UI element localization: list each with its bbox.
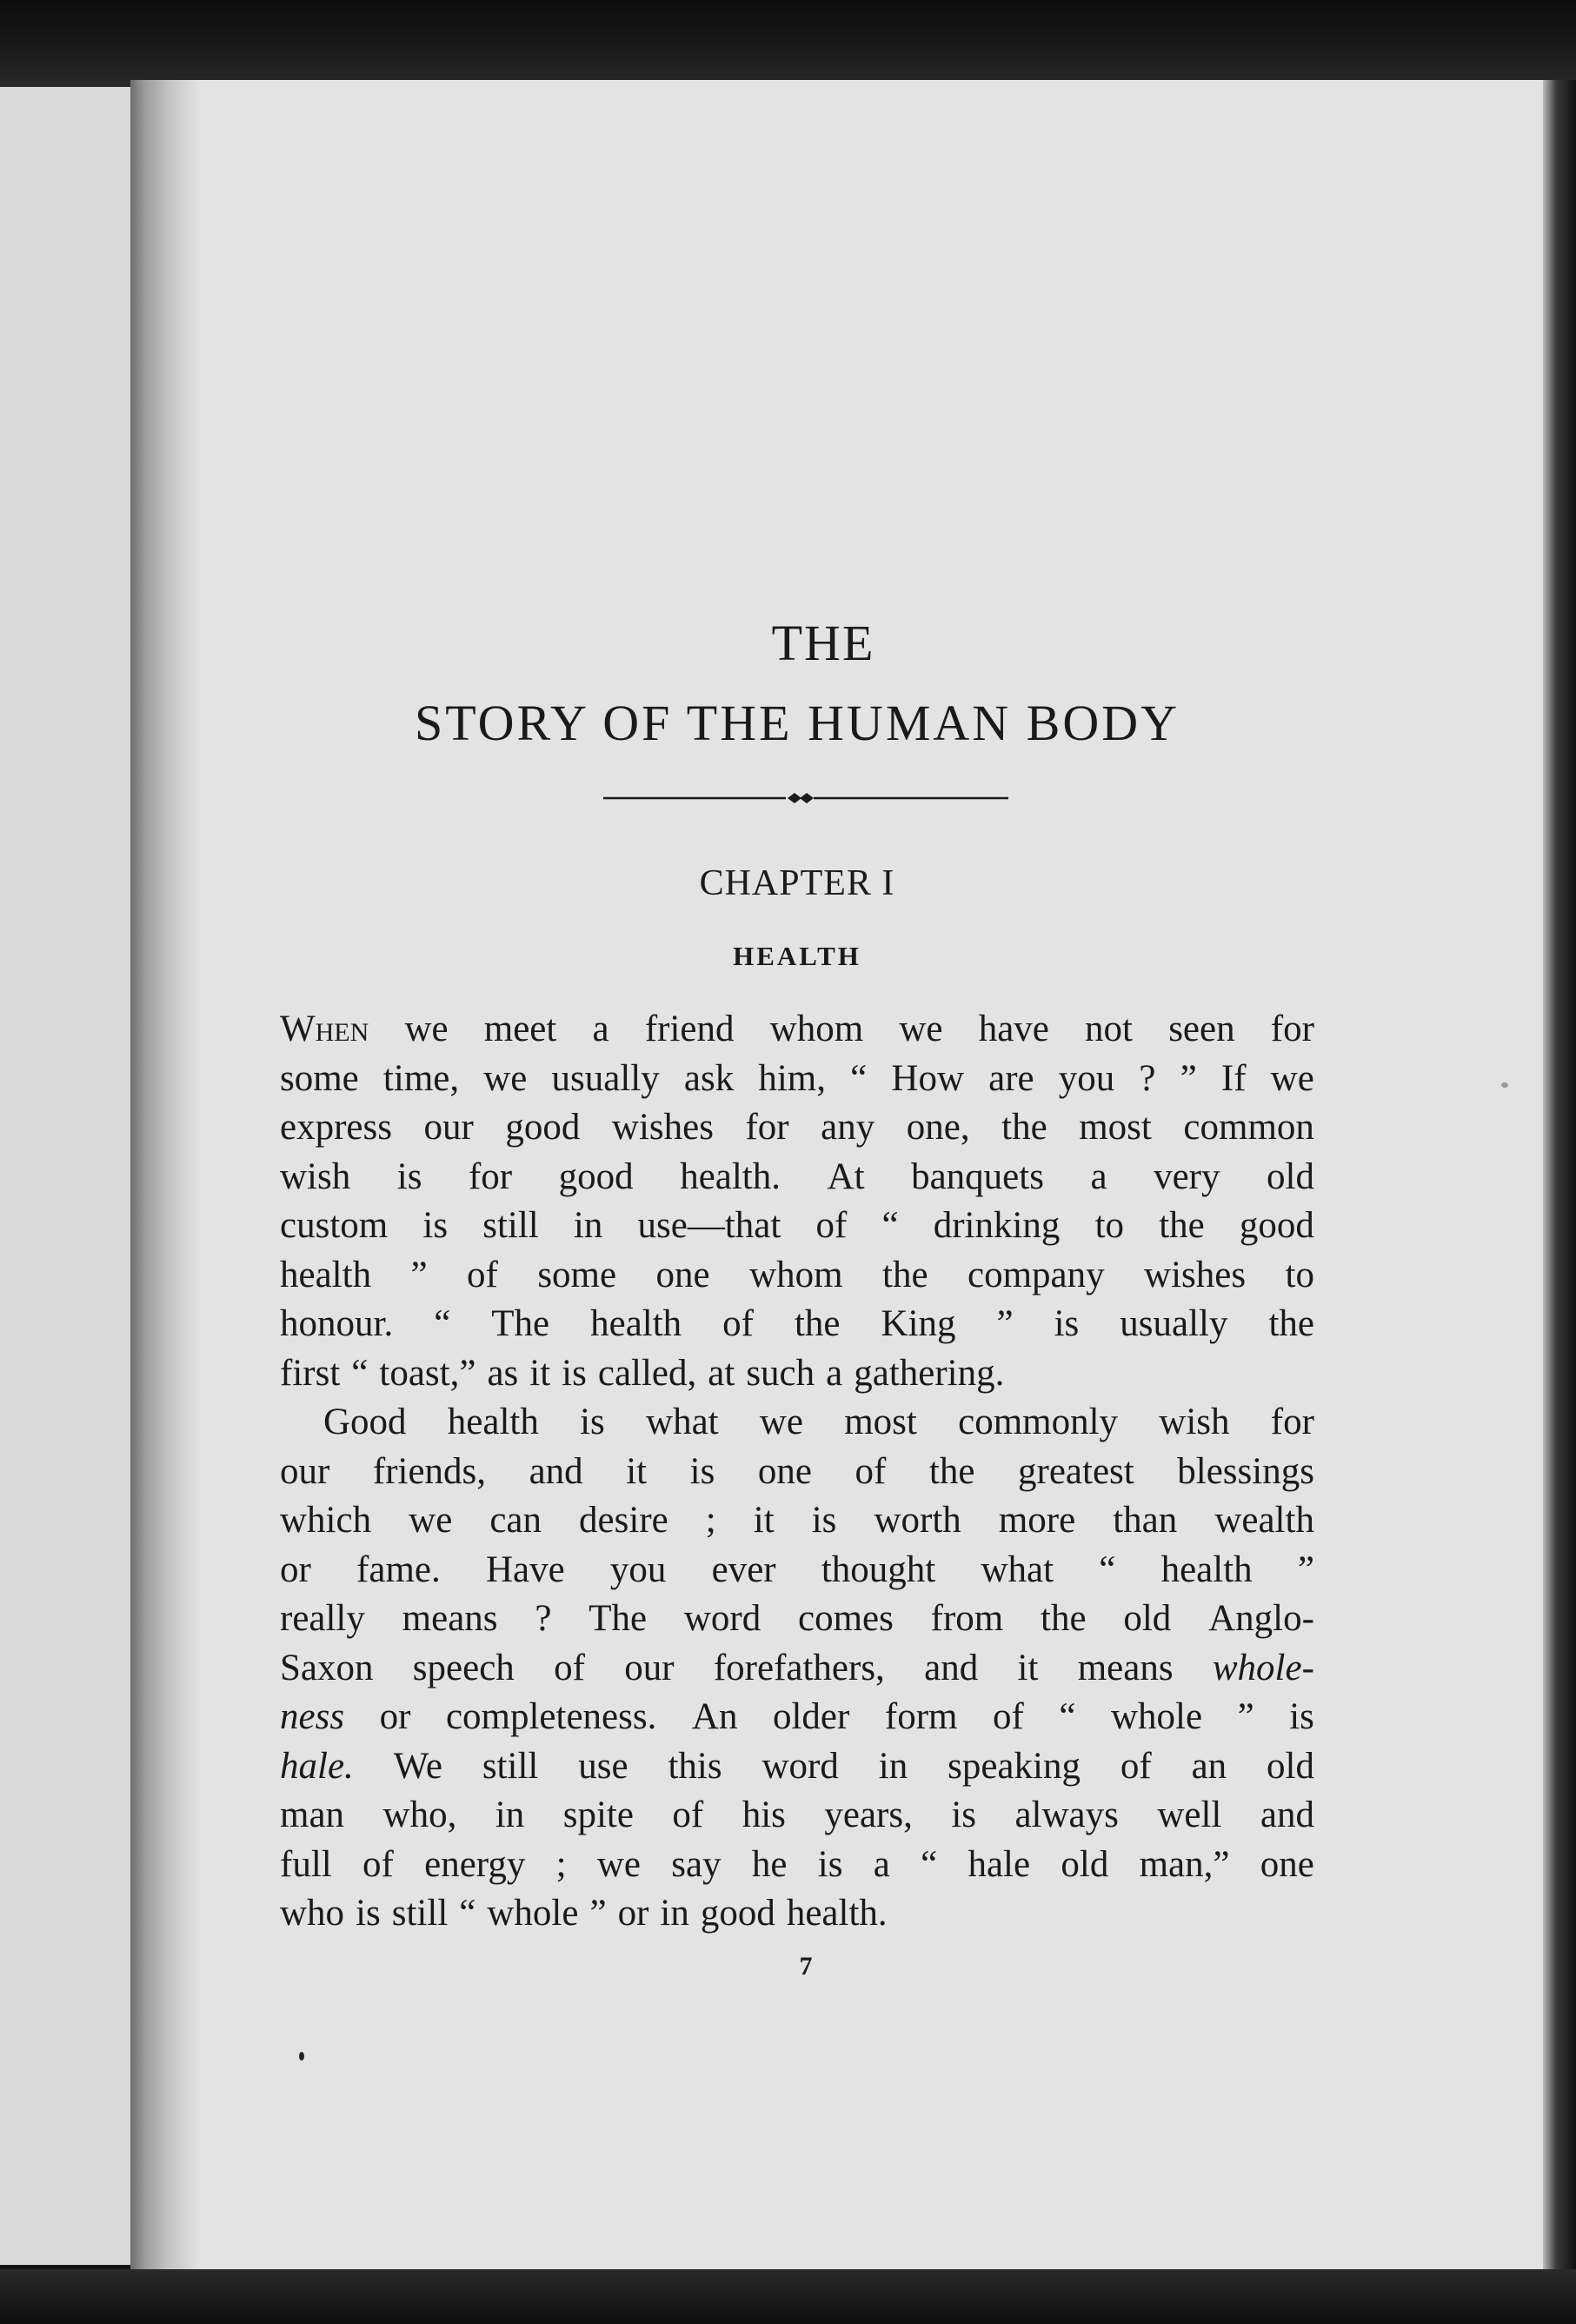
word: of <box>815 1205 848 1246</box>
word: some <box>280 1057 359 1099</box>
word: we <box>483 1057 528 1099</box>
word: good <box>700 1893 775 1934</box>
word: good <box>505 1107 581 1148</box>
word: of <box>1120 1745 1152 1787</box>
word: what <box>646 1402 719 1442</box>
text-line <box>280 1595 1314 1644</box>
word: really <box>280 1598 365 1639</box>
word: ; <box>555 1843 567 1885</box>
word: Saxon <box>280 1647 374 1688</box>
body-text <box>280 1005 1314 1939</box>
word: is <box>1054 1303 1080 1344</box>
word: than <box>1113 1500 1178 1541</box>
word: The <box>589 1598 648 1639</box>
word: forefathers, <box>713 1647 885 1688</box>
word: worth <box>874 1500 961 1541</box>
word: ? <box>535 1598 552 1639</box>
word: at <box>708 1352 735 1394</box>
text-line <box>280 1251 1314 1301</box>
word: the <box>794 1303 841 1344</box>
word: it <box>753 1500 775 1541</box>
word: such <box>746 1352 815 1394</box>
word: drinking <box>933 1205 1061 1246</box>
word: you <box>609 1548 667 1590</box>
word: our <box>423 1107 474 1148</box>
word: the <box>1041 1598 1087 1639</box>
word: ” <box>1180 1057 1197 1099</box>
word: Anglo- <box>1208 1598 1314 1639</box>
word: years, <box>824 1795 913 1835</box>
word: which <box>280 1500 372 1541</box>
word: old <box>1267 1155 1314 1197</box>
text-line <box>280 1005 1314 1055</box>
word: or <box>379 1696 411 1737</box>
word: “ <box>351 1352 369 1394</box>
word: Good <box>323 1402 407 1442</box>
word: “ <box>434 1303 451 1344</box>
word: hale. <box>280 1745 354 1787</box>
word: is <box>580 1402 605 1442</box>
word: his <box>741 1795 786 1835</box>
word: We <box>393 1745 442 1787</box>
word: older <box>772 1696 850 1737</box>
word: ” <box>589 1893 607 1934</box>
word: old <box>1267 1745 1314 1787</box>
word: At <box>827 1155 865 1197</box>
text-line <box>280 1742 1314 1792</box>
word: it <box>626 1450 648 1492</box>
scan-speck <box>1501 1082 1508 1088</box>
section-title: HEALTH <box>733 941 861 971</box>
word: of <box>854 1450 887 1492</box>
word: ” <box>1237 1696 1254 1737</box>
book-title-line-2: STORY OF THE HUMAN BODY <box>414 695 1180 751</box>
word: hale <box>968 1843 1031 1885</box>
book-title-line-1: THE <box>771 615 875 671</box>
word: for <box>1270 1009 1314 1049</box>
facing-page-edge <box>0 87 139 2265</box>
word: old <box>1061 1843 1109 1885</box>
word: health <box>280 1254 372 1295</box>
chapter-heading: CHAPTER I <box>699 863 895 903</box>
word: for <box>1270 1402 1314 1442</box>
word: the <box>1268 1303 1314 1344</box>
word: “ <box>881 1205 899 1246</box>
word: company <box>967 1254 1105 1295</box>
word: it <box>1017 1647 1039 1688</box>
word: time, <box>382 1057 460 1099</box>
word: ” <box>1297 1548 1314 1590</box>
word: this <box>668 1745 722 1787</box>
word: who, <box>382 1795 457 1835</box>
word: of <box>467 1254 498 1295</box>
word: form <box>884 1696 958 1737</box>
word: are <box>988 1057 1034 1099</box>
word: we <box>899 1009 943 1049</box>
text-line <box>280 1791 1314 1841</box>
word: wish <box>280 1155 351 1197</box>
word: commonly <box>958 1402 1119 1442</box>
word: you <box>1058 1057 1115 1099</box>
word: is <box>817 1843 843 1885</box>
word: not <box>1085 1009 1133 1049</box>
text-line <box>280 1055 1314 1104</box>
word: is <box>951 1795 976 1835</box>
title-ornament-rule <box>603 789 1008 807</box>
page-number: 7 <box>799 1951 813 1981</box>
word: for <box>468 1155 513 1197</box>
word: one, <box>906 1107 970 1148</box>
word: gathering. <box>854 1352 1005 1394</box>
word: use—that <box>637 1205 781 1246</box>
word: honour. <box>280 1303 394 1344</box>
word: one <box>1260 1843 1314 1885</box>
word: common <box>1183 1107 1314 1148</box>
word: If <box>1220 1057 1247 1099</box>
text-line <box>280 1448 1314 1497</box>
word: some <box>537 1254 617 1295</box>
word: whole <box>487 1893 579 1934</box>
word: first <box>280 1352 341 1394</box>
word: King <box>881 1303 956 1344</box>
word: what <box>981 1548 1054 1590</box>
word: of <box>362 1843 394 1885</box>
word: ” <box>410 1254 428 1295</box>
word: always <box>1014 1795 1119 1835</box>
word: usually <box>551 1057 660 1099</box>
word: is <box>562 1352 587 1394</box>
word: An <box>691 1696 738 1737</box>
word: well <box>1157 1795 1222 1835</box>
word: friend <box>644 1009 735 1049</box>
word: in <box>573 1205 603 1246</box>
scan-speck <box>299 2052 304 2061</box>
word: banquets <box>911 1155 1044 1197</box>
word: health <box>447 1402 539 1442</box>
word: in <box>878 1745 908 1787</box>
word: ” <box>996 1303 1014 1344</box>
word: of <box>722 1303 754 1344</box>
word: ever <box>711 1548 776 1590</box>
word: thought <box>821 1548 936 1590</box>
word: fame. <box>356 1548 441 1590</box>
word: When <box>280 1009 369 1049</box>
word: ask <box>683 1057 735 1099</box>
word: of <box>554 1647 585 1688</box>
word: our <box>280 1450 330 1492</box>
word: word <box>683 1598 761 1639</box>
word: toast,” <box>379 1352 476 1394</box>
scan-top-border <box>0 0 1576 87</box>
word: an <box>1191 1745 1227 1787</box>
word: is <box>356 1893 381 1934</box>
word: it <box>529 1352 551 1394</box>
word: still <box>482 1745 539 1787</box>
text-line <box>280 1103 1314 1153</box>
word: wishes <box>1144 1254 1247 1295</box>
word: we <box>404 1009 449 1049</box>
word: meet <box>483 1009 557 1049</box>
word: wishes <box>611 1107 714 1148</box>
word: from <box>930 1598 1004 1639</box>
word: a <box>1090 1155 1107 1197</box>
word: one <box>757 1450 812 1492</box>
text-line <box>280 1644 1314 1694</box>
word: most <box>1079 1107 1152 1148</box>
word: of <box>672 1795 704 1835</box>
word: we <box>596 1843 641 1885</box>
word: speech <box>412 1647 515 1688</box>
word: good <box>558 1155 634 1197</box>
word: a <box>592 1009 609 1049</box>
word: for <box>745 1107 789 1148</box>
word: any <box>821 1107 875 1148</box>
word: man <box>280 1795 345 1835</box>
word: custom <box>280 1205 389 1246</box>
word: The <box>491 1303 550 1344</box>
word: “ <box>921 1843 938 1885</box>
word: ness <box>280 1696 345 1737</box>
word: our <box>624 1647 675 1688</box>
word: means <box>1077 1647 1174 1688</box>
word: say <box>671 1843 722 1885</box>
word: greatest <box>1018 1450 1134 1492</box>
word: more <box>998 1500 1076 1541</box>
word: wealth <box>1214 1500 1314 1541</box>
word: energy <box>424 1843 526 1885</box>
word: full <box>280 1843 332 1885</box>
word: a <box>826 1352 843 1394</box>
word: is <box>1289 1696 1314 1737</box>
word: good <box>1239 1205 1314 1246</box>
word: “ <box>459 1893 476 1934</box>
word: we <box>409 1500 453 1541</box>
word: use <box>578 1745 628 1787</box>
word: still <box>482 1205 539 1246</box>
word: one <box>655 1254 710 1295</box>
word: “ <box>850 1057 868 1099</box>
text-line <box>280 1841 1314 1890</box>
word: and <box>1260 1795 1314 1835</box>
text-line <box>280 1693 1314 1742</box>
word: whom <box>749 1254 843 1295</box>
word: ; <box>705 1500 716 1541</box>
word: word <box>761 1745 839 1787</box>
page-content <box>280 609 1314 1984</box>
word: Have <box>485 1548 565 1590</box>
word: a <box>873 1843 890 1885</box>
word: completeness. <box>445 1696 657 1737</box>
word: called, <box>597 1352 697 1394</box>
word: health. <box>680 1155 781 1197</box>
word: have <box>978 1009 1049 1049</box>
word: the <box>882 1254 928 1295</box>
word: who <box>280 1893 345 1934</box>
text-line <box>280 1300 1314 1349</box>
word: whole <box>1110 1696 1203 1737</box>
text-line <box>280 1202 1314 1251</box>
word: spite <box>562 1795 634 1835</box>
word: and <box>529 1450 583 1492</box>
word: we <box>759 1402 803 1442</box>
word: How <box>891 1057 964 1099</box>
word: blessings <box>1177 1450 1314 1492</box>
word: or <box>617 1893 649 1934</box>
word: health <box>1160 1548 1253 1590</box>
word: is <box>811 1500 837 1541</box>
scan-bottom-border <box>0 2269 1576 2324</box>
word: man,” <box>1139 1843 1230 1885</box>
word: can <box>489 1500 542 1541</box>
word: desire <box>579 1500 668 1541</box>
word: “ <box>1099 1548 1116 1590</box>
word: the <box>1159 1205 1205 1246</box>
word: most <box>844 1402 917 1442</box>
text-line <box>280 1153 1314 1202</box>
word: is <box>422 1205 449 1246</box>
word: usually <box>1120 1303 1228 1344</box>
word: wish <box>1159 1402 1230 1442</box>
word: or <box>280 1548 311 1590</box>
word: comes <box>797 1598 894 1639</box>
text-line <box>280 1889 1314 1939</box>
text-line <box>280 1349 1314 1399</box>
text-line <box>280 1546 1314 1595</box>
word: he <box>751 1843 788 1885</box>
word: ? <box>1139 1057 1156 1099</box>
word: to <box>1285 1254 1314 1295</box>
word: the <box>928 1450 975 1492</box>
word: very <box>1154 1155 1220 1197</box>
word: is <box>689 1450 715 1492</box>
word: still <box>391 1893 449 1934</box>
word: health. <box>786 1893 888 1934</box>
word: the <box>1001 1107 1047 1148</box>
word: him, <box>758 1057 827 1099</box>
word: “ <box>1059 1696 1076 1737</box>
binding-gutter-shadow <box>130 80 200 2271</box>
word: we <box>1270 1057 1314 1099</box>
word: speaking <box>948 1745 1081 1787</box>
text-line <box>280 1496 1314 1546</box>
text-line <box>280 1398 1314 1448</box>
word: is <box>396 1155 422 1197</box>
word: old <box>1123 1598 1172 1639</box>
word: express <box>280 1107 392 1148</box>
word: in <box>495 1795 525 1835</box>
word: as <box>487 1352 519 1394</box>
word: seen <box>1168 1009 1235 1049</box>
word: friends, <box>372 1450 487 1492</box>
word: whom <box>769 1009 864 1049</box>
page-right-edge <box>1543 80 1576 2271</box>
word: health <box>590 1303 682 1344</box>
word: and <box>924 1647 979 1688</box>
word: whole- <box>1212 1647 1314 1688</box>
word: of <box>993 1696 1024 1737</box>
word: to <box>1094 1205 1125 1246</box>
word: in <box>660 1893 689 1934</box>
word: means <box>402 1598 498 1639</box>
